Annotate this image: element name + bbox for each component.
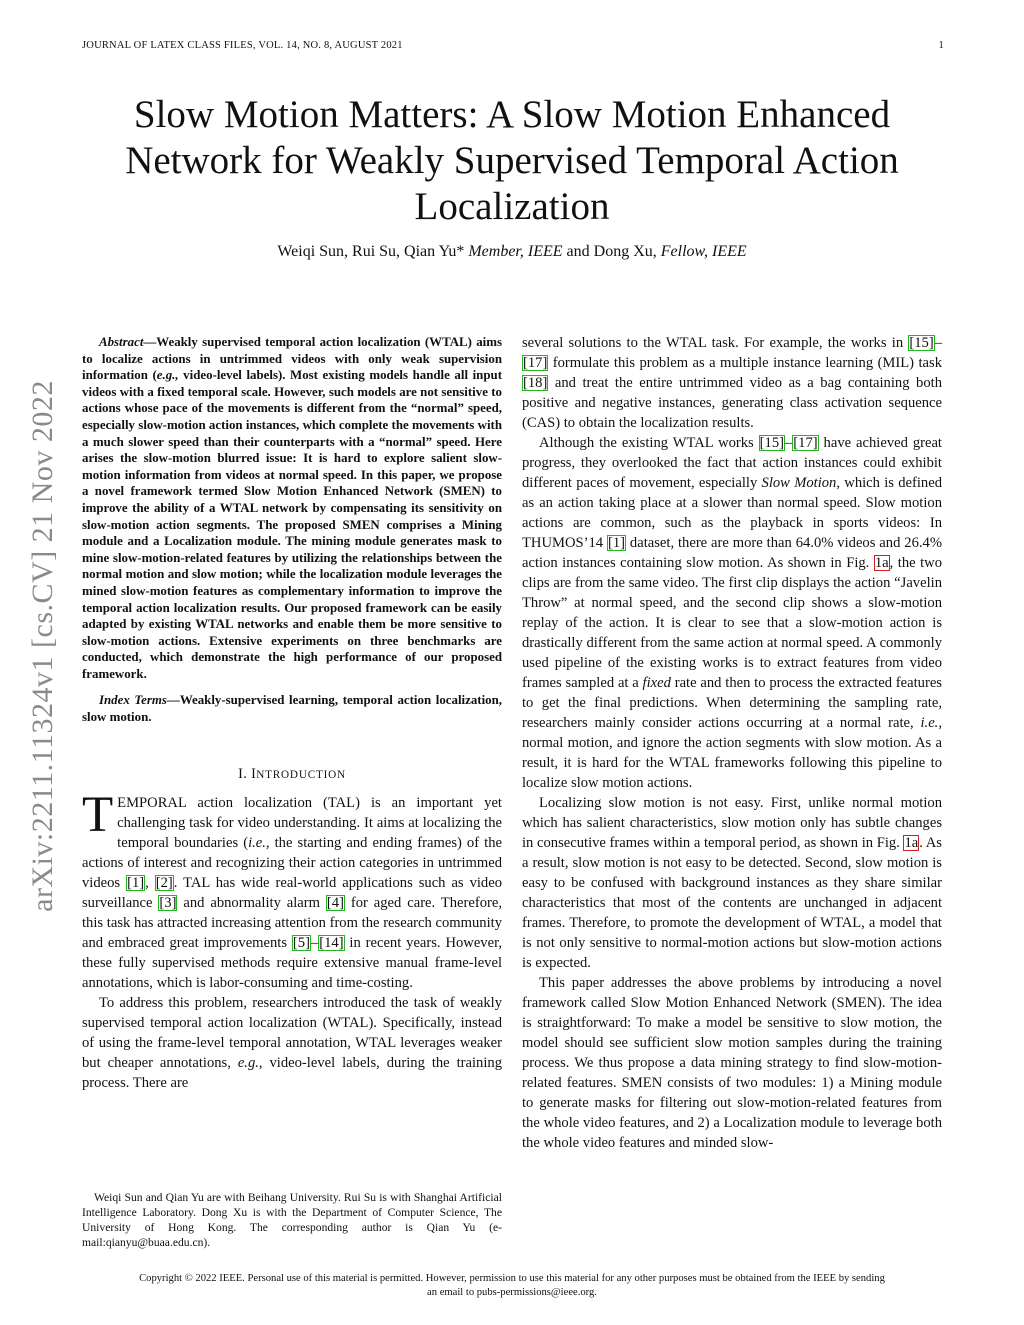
journal-name: JOURNAL OF LATEX CLASS FILES, VOL. 14, NO. 8, AUGUST 2021 bbox=[82, 40, 403, 51]
title-line-2: Network for Weakly Supervised Temporal Action bbox=[125, 139, 899, 182]
author-role-2: Fellow, IEEE bbox=[660, 243, 747, 260]
citation-link[interactable]: [18] bbox=[523, 375, 548, 391]
title-line-3: Localization bbox=[414, 185, 610, 228]
copyright-line-2: an email to pubs-permissions@ieee.org. bbox=[427, 1286, 597, 1298]
intro-paragraph-1 bbox=[82, 786, 502, 993]
figure-reference-link[interactable]: 1a bbox=[904, 835, 919, 851]
body-emphasis: Slow Motion bbox=[761, 475, 837, 491]
intro-text: , the starting and ending frames) of the actions of interest and recognizing their action categories in untrimmed videos bbox=[82, 834, 502, 891]
body-text: several solutions to the WTAL task. For example, the works in bbox=[522, 335, 909, 351]
right-paragraph-1 bbox=[522, 333, 942, 433]
intro-eg: e.g. bbox=[237, 1054, 259, 1071]
section-rest: NTRODUCTION bbox=[256, 768, 346, 781]
abstract-lead: Abstract bbox=[99, 335, 144, 349]
intro-text: . TAL has wide real-world applications such as video surveillance bbox=[82, 874, 502, 911]
copyright-line-1: Copyright © 2022 IEEE. Personal use of this material is permitted. However, permission to use this material for any other purposes must be obtained from the IEEE by sending bbox=[139, 1273, 885, 1284]
citation-link[interactable]: [5] bbox=[292, 934, 310, 951]
intro-text: To address this problem, researchers introduced the task of weakly supervised temporal action localization (WTAL). Specifically, instead of using the frame-level temporal annotation, WTAL leverages weaker but cheaper annotations, bbox=[82, 994, 502, 1071]
body-emphasis: i.e. bbox=[920, 715, 939, 731]
intro-text: and abnormality alarm bbox=[177, 894, 326, 911]
citation-link[interactable]: [4] bbox=[326, 894, 344, 911]
copyright-notice bbox=[60, 1272, 964, 1299]
running-header bbox=[82, 40, 944, 58]
section-heading-introduction bbox=[82, 764, 502, 785]
body-text: , normal motion, and ignore the action segments with slow motion. As a result, it is hard for the WTAL frameworks following this pipeline to localize slow motion actions. bbox=[522, 715, 942, 791]
citation-link[interactable]: [15] bbox=[909, 335, 934, 351]
citation-link[interactable]: [17] bbox=[793, 435, 818, 451]
section-numeral: I. bbox=[238, 765, 252, 782]
arxiv-stamp-container bbox=[16, 346, 70, 946]
intro-text: , video-level labels, during the training process. There are bbox=[82, 1054, 503, 1091]
right-paragraph-4: This paper addresses the above problems by introducing a novel framework called Slow Motion Enhanced Network (SMEN). The idea is straightforward: To make a model be sensitive to slow motion, the model should see sufficient slow motion samples during the training process. We thus propose a data mining strategy to find slow-motion-related features. SMEN consists of two modules: 1) a Mining module to generate masks for filtering out slow-motion-related features from the whole video features, and 2) a Localization module to leverage both the whole video features and minded slow- bbox=[522, 975, 942, 1151]
intro-text: , bbox=[145, 874, 155, 891]
body-text: . As a result, slow motion is not easy to be detected. Second, slow motion is easy to be confused with background instances as they share similar characteristics that most of the contents are unchanged in adjacent frames. Therefore, to promote the development of WTAL, a model that is not only sensitive to normal-motion actions but slow-motion actions is expected. bbox=[522, 835, 942, 971]
body-text: rate and then to process the extracted features to get the final predictions. When determining the sampling rate, researchers mainly consider actions occurring at a normal rate, bbox=[522, 675, 942, 731]
intro-text: EMPORAL action localization (TAL) is an important yet challenging task for video understanding. It aims at localizing the temporal boundaries ( bbox=[117, 794, 502, 851]
intro-ie: i.e. bbox=[248, 834, 266, 851]
body-emphasis: fixed bbox=[642, 675, 671, 691]
author-names-1: Weiqi Sun, Rui Su, Qian Yu* bbox=[277, 243, 469, 260]
index-terms-lead: Index Terms bbox=[99, 693, 167, 708]
author-role-1: Member, IEEE bbox=[468, 243, 563, 260]
body-text: have achieved great progress, they overlooked the fact that action instances could exhibit different paces of movement, especially bbox=[522, 435, 942, 491]
citation-link[interactable]: [2] bbox=[155, 874, 173, 891]
intro-text: – bbox=[310, 934, 319, 951]
index-terms-text: —Weakly-supervised learning, temporal action localization, slow motion. bbox=[82, 693, 502, 725]
citation-link[interactable]: [1] bbox=[607, 535, 626, 551]
abstract-text-2: video-level labels). Most existing models handle all input videos with a fixed temporal scale. However, such models are not sensitive to actions whose pace of the movements is different from the “normal” speed, especially slow-motion action instances, which complete the movements with a much slower speed than their counterparts with a “normal” speed. Here arises the slow-motion blurred issue: It is hard to explore salient slow-motion information from videos at normal speed. In this paper, we propose a novel framework termed Slow Motion Enhanced Network (SMEN) to improve the ability of a WTAL network by compensating its sensitivity on slow-motion action segments. The proposed SMEN comprises a Mining module and a Localization module. The mining module generates mask to mine slow-motion-related features by utilizing the relationships between the normal motion and slow motion; while the localization module leverages the mined slow-motion features as complementary information to improve the temporal action localization results. Our proposed framework can be easily adapted by existing WTAL networks and enable them be more sensitive to slow-motion actions. Extensive experiments on three benchmarks are conducted, which demonstrate the high performance of our proposed framework. bbox=[82, 368, 502, 681]
body-text: , the two clips are from the same video. The first clip displays the action “Javelin Throw” at normal speed, and the second clip shows a slow-motion replay of the action. It is clear to see that a slow-motion action is drastically different from the same action at normal speed. A commonly used pipeline of the existing works is to extract features from video frames sampled at a bbox=[522, 555, 942, 691]
right-paragraph-3 bbox=[522, 793, 942, 973]
body-text: Although the existing WTAL works bbox=[539, 435, 759, 451]
left-column bbox=[82, 334, 502, 1093]
title-line-1: Slow Motion Matters: A Slow Motion Enhanced bbox=[133, 93, 891, 136]
body-text: – bbox=[934, 335, 942, 351]
section-first-letter: I bbox=[251, 765, 257, 782]
abstract bbox=[82, 334, 502, 682]
index-terms bbox=[82, 692, 502, 725]
paper-title bbox=[70, 92, 954, 230]
right-column bbox=[522, 333, 942, 1153]
intro-paragraph-2 bbox=[82, 993, 502, 1093]
body-text: and treat the entire untrimmed video as a bag containing both positive and negative instances, generating class activation sequence (CAS) to obtain the localization results. bbox=[522, 375, 942, 431]
body-text: – bbox=[785, 435, 793, 451]
intro-text: for aged care. Therefore, this task has attracted increasing attention from the research community and embraced great improvements bbox=[82, 894, 502, 951]
intro-text: in recent years. However, these fully supervised methods require extensive manual frame-level annotations, which is labor-consuming and time-costing. bbox=[82, 934, 502, 991]
drop-cap: T bbox=[82, 786, 114, 843]
author-footnote: Weiqi Sun and Qian Yu are with Beihang University. Rui Su is with Shanghai Artificial Intelligence Laboratory. Dong Xu is with the Department of Computer Science, The University of Hong Kong. The corresponding author is Qian Yu (e-mail:qianyu@buaa.edu.cn). bbox=[82, 1191, 502, 1249]
citation-link[interactable]: [17] bbox=[523, 355, 548, 371]
right-paragraph-2 bbox=[522, 433, 942, 793]
page-number: 1 bbox=[938, 40, 944, 51]
figure-reference-link[interactable]: 1a bbox=[874, 555, 889, 571]
abstract-text-1: —Weakly supervised temporal action localization (WTAL) aims to localize actions in untrimmed videos with only weak supervision information ( bbox=[82, 335, 502, 383]
body-text: dataset, there are more than 64.0% videos and 26.4% action instances containing slow motion. As shown in Fig. bbox=[522, 535, 942, 571]
citation-link[interactable]: [15] bbox=[759, 435, 784, 451]
author-list bbox=[70, 243, 954, 261]
body-text: formulate this problem as a multiple instance learning (MIL) task bbox=[548, 355, 942, 371]
citation-link[interactable]: [1] bbox=[127, 874, 145, 891]
citation-link[interactable]: [14] bbox=[319, 934, 344, 951]
body-text: Localizing slow motion is not easy. First, unlike normal motion which has salient characteristics, slow motion only has subtle changes in consecutive frames within a temporal period, as shown in Fig. bbox=[522, 795, 942, 851]
abstract-eg: e.g., bbox=[156, 368, 179, 383]
body-text: , which is defined as an action taking place at a slower than normal speed. Slow motion actions are common, such as the playback in sports videos: In THUMOS’14 bbox=[522, 475, 942, 551]
arxiv-stamp[interactable]: arXiv:2211.11324v1 [cs.CV] 21 Nov 2022 bbox=[26, 380, 59, 912]
author-names-2: and Dong Xu, bbox=[562, 243, 661, 260]
citation-link[interactable]: [3] bbox=[159, 894, 177, 911]
